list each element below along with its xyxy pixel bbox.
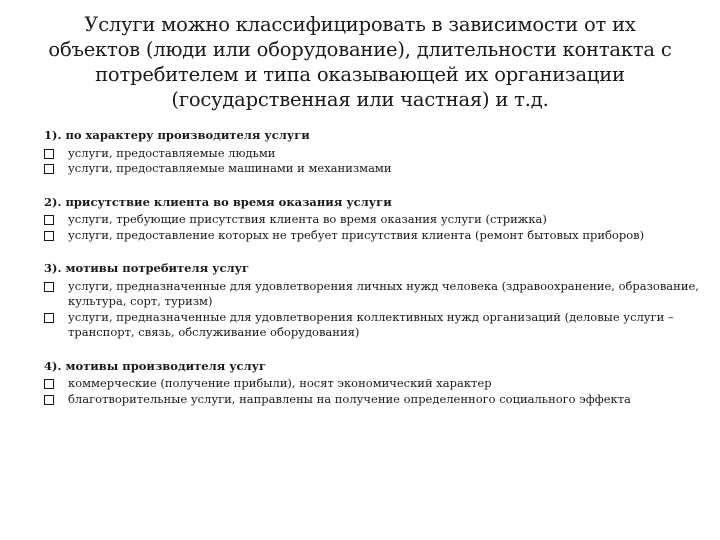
list-item-text: услуги, предназначенные для удовлетворения личных нужд человека (здравоохранение, образование, культура, сорт, туризм): [68, 278, 699, 308]
checkbox-bullet-icon: [44, 282, 54, 292]
title-line: (государственная или частная) и т.д.: [171, 88, 549, 111]
classification-list: [44, 128, 704, 425]
checkbox-bullet-icon: [44, 231, 54, 241]
list-item: [44, 212, 704, 228]
list-item-text: услуги, предназначенные для удовлетворения коллективных нужд организаций (деловые услуги – транспорт, связь, обслуживание оборудования): [68, 309, 674, 339]
list-item-text: услуги, предоставляемые машинами и механизмами: [68, 161, 392, 175]
list-item-text: услуги, предоставляемые людьми: [68, 145, 276, 160]
list-item: [44, 161, 704, 177]
list-item-text: благотворительные услуги, направлены на получение определенного социального эффекта: [68, 391, 631, 406]
title-line: Услуги можно классифицировать в зависимости от их: [84, 13, 636, 36]
checkbox-bullet-icon: [44, 164, 54, 174]
list-item: [44, 279, 704, 310]
checkbox-bullet-icon: [44, 379, 54, 389]
checkbox-bullet-icon: [44, 395, 54, 405]
section-heading: 4). мотивы производителя услуг: [44, 358, 267, 373]
list-item: [44, 376, 704, 392]
section-heading: 2). присутствие клиента во время оказания услуги: [44, 194, 392, 209]
list-item: [44, 228, 704, 244]
list-item: [44, 392, 704, 408]
slide-title: [30, 12, 690, 112]
list-item-text: услуги, предоставление которых не требует присутствия клиента (ремонт бытовых приборов): [68, 227, 645, 242]
section-heading: 1). по характеру производителя услуги: [44, 128, 310, 142]
section-producer-motives: [44, 359, 704, 408]
list-item: [44, 146, 704, 162]
section-producer-type: [44, 128, 704, 177]
checkbox-bullet-icon: [44, 149, 54, 159]
section-client-presence: [44, 195, 704, 244]
title-line: объектов (люди или оборудование), длительности контакта с: [48, 38, 672, 61]
section-heading: 3). мотивы потребителя услуг: [44, 261, 249, 275]
list-item-text: коммерческие (получение прибыли), носят экономический характер: [68, 376, 492, 390]
list-item-text: услуги, требующие присутствия клиента во время оказания услуги (стрижка): [68, 212, 547, 226]
title-line: потребителем и типа оказывающей их организации: [95, 63, 625, 86]
list-item: [44, 310, 704, 341]
checkbox-bullet-icon: [44, 215, 54, 225]
section-consumer-motives: [44, 261, 704, 341]
checkbox-bullet-icon: [44, 313, 54, 323]
